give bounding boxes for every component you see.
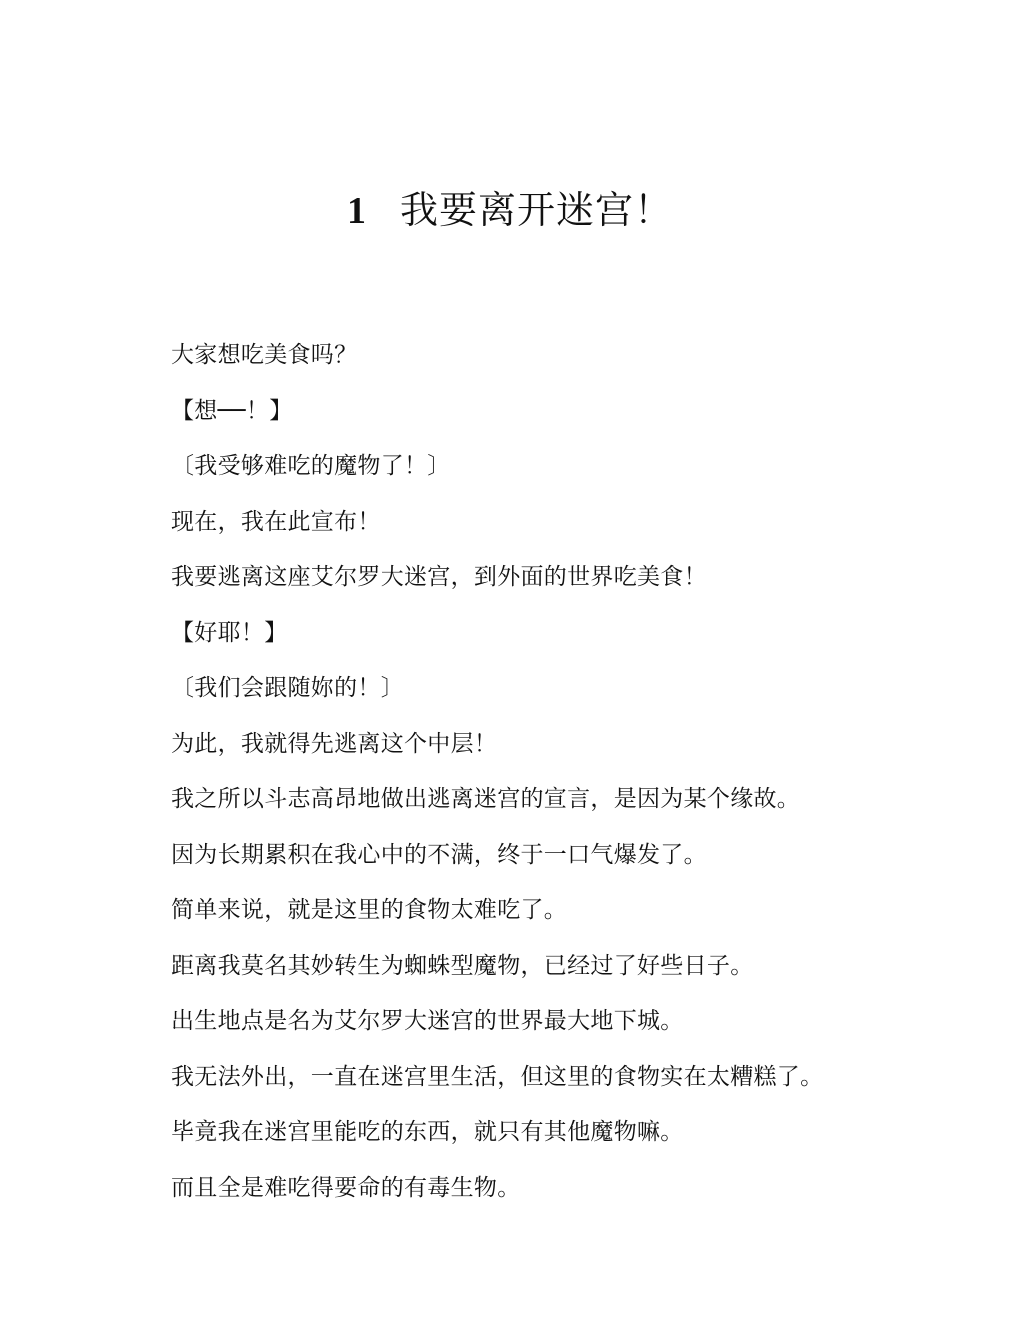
paragraph: 而且全是难吃得要命的有毒生物。 (171, 1174, 521, 1201)
paragraph: 距离我莫名其妙转生为蜘蛛型魔物，已经过了好些日子。 (171, 952, 754, 979)
paragraph: 我要逃离这座艾尔罗大迷宫，到外面的世界吃美食！ (171, 564, 707, 590)
chapter-body (171, 334, 951, 1222)
paragraph: 因为长期累积在我心中的不满，终于一口气爆发了。 (171, 841, 707, 868)
paragraph: 为此，我就得先逃离这个中层！ (171, 730, 498, 757)
paragraph: 〔我受够难吃的魔物了！〕 (171, 453, 451, 479)
paragraph: 简单来说，就是这里的食物太难吃了。 (171, 897, 568, 923)
paragraph: 大家想吃美食吗？ (171, 342, 358, 368)
chapter-number: 1 (346, 190, 366, 233)
paragraph: 我无法外出，一直在迷宫里生活，但这里的食物实在太糟糕了。 (171, 1063, 824, 1090)
chapter-heading (0, 183, 1020, 238)
paragraph: 现在，我在此宣布！ (171, 508, 381, 535)
paragraph: 【想──！】 (171, 397, 293, 424)
paragraph: 出生地点是名为艾尔罗大迷宫的世界最大地下城。 (171, 1008, 684, 1034)
paragraph: 我之所以斗志高昂地做出逃离迷宫的宣言，是因为某个缘故。 (171, 786, 801, 812)
paragraph: 【好耶！】 (171, 619, 288, 646)
paragraph: 毕竟我在迷宫里能吃的东西，就只有其他魔物嘛。 (171, 1119, 684, 1145)
paragraph: 〔我们会跟随妳的！〕 (171, 675, 404, 701)
chapter-title: 我要离开迷宫！ (399, 188, 673, 233)
